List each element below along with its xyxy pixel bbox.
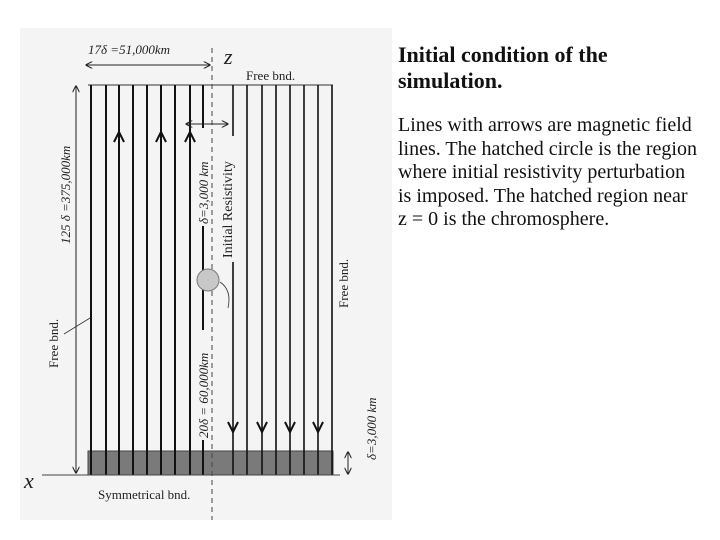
- free-bnd-left-label: Free bnd.: [46, 318, 61, 368]
- caption-title: Initial condition of the simulation.: [398, 42, 608, 93]
- diagram-panel: [20, 28, 392, 520]
- free-bnd-right-label: Free bnd.: [336, 258, 351, 308]
- z-axis-label: z: [224, 44, 233, 69]
- resistivity-circle: [197, 269, 219, 291]
- left-pointer-line: [64, 318, 90, 334]
- resistivity-label: Initial Resistivity: [221, 161, 236, 258]
- x-axis-label: x: [24, 468, 34, 493]
- width-label: 17δ =51,000km: [88, 42, 170, 57]
- resistivity-pointer: [220, 282, 229, 308]
- symmetrical-bnd-label: Symmetrical bnd.: [98, 487, 191, 502]
- caption-body: Lines with arrows are magnetic field lines. The hatched circle is the region where initial resistivity perturbation is imposed. The hatched region near z = 0 is the chromosphere.: [398, 114, 697, 230]
- simulation-diagram: [20, 28, 392, 520]
- perturbation-height-label: 20δ = 60,000km: [196, 352, 211, 438]
- height-label: 125 δ =375,000km: [58, 145, 73, 244]
- delta-label: δ=3,000 km: [196, 161, 211, 224]
- chromosphere-thickness-label: δ=3,000 km: [364, 397, 379, 460]
- chromosphere-region: [88, 451, 333, 475]
- free-bnd-top-label: Free bnd.: [246, 68, 296, 83]
